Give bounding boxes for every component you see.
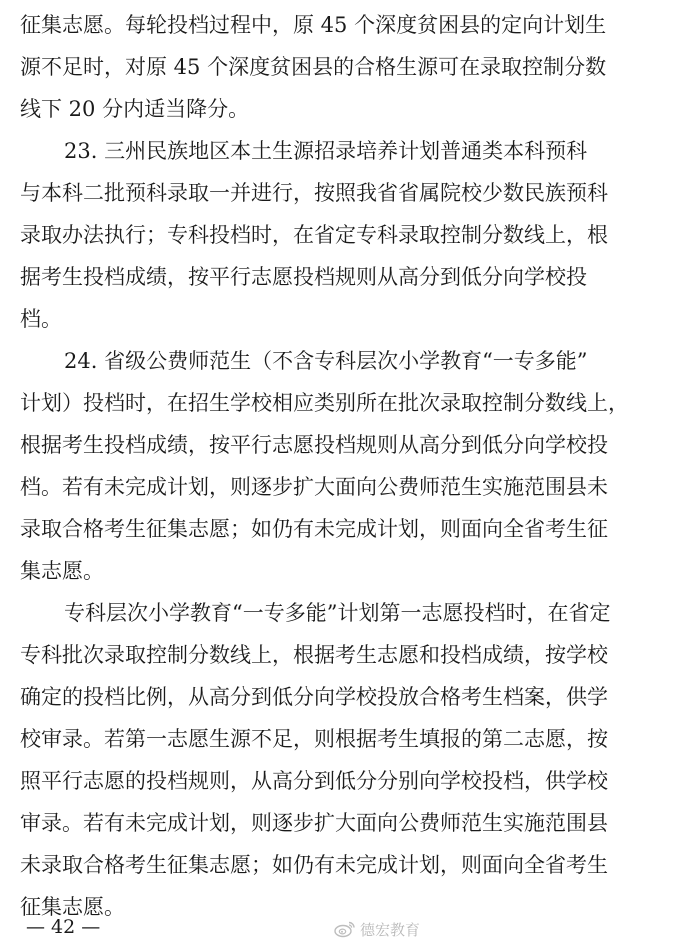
text-line: 档。 xyxy=(20,307,62,331)
text-line: 源不足时，对原 45 个深度贫困县的合格生源可在录取控制分数 xyxy=(20,55,607,79)
text-line: 未录取合格考生征集志愿；如仍有未完成计划，则面向全省考生 xyxy=(20,853,608,877)
text-line: 校审录。若第一志愿生源不足，则根据考生填报的第二志愿，按 xyxy=(20,727,608,751)
text-line: 根据考生投档成绩，按平行志愿投档规则从高分到低分向学校投 xyxy=(20,433,608,457)
text-line: 档。若有未完成计划，则逐步扩大面向公费师范生实施范围县未 xyxy=(20,475,608,499)
document-body xyxy=(20,4,638,928)
text-line: 专科批次录取控制分数线上，根据考生志愿和投档成绩，按学校 xyxy=(20,643,608,667)
text-line: 确定的投档比例，从高分到低分向学校投放合格考生档案，供学 xyxy=(20,685,608,709)
text-line: 征集志愿。每轮投档过程中，原 45 个深度贫困县的定向计划生 xyxy=(20,13,607,37)
text-line: 计划）投档时，在招生学校相应类别所在批次录取控制分数线上， xyxy=(20,391,629,415)
text-line: 与本科二批预科录取一并进行，按照我省省属院校少数民族预科 xyxy=(20,181,608,205)
text-line: 审录。若有未完成计划，则逐步扩大面向公费师范生实施范围县 xyxy=(20,811,608,835)
text-line: 征集志愿。 xyxy=(20,895,125,919)
text-line: 23. 三州民族地区本土生源招录培养计划普通类本科预科 xyxy=(64,139,588,163)
text-line: 照平行志愿的投档规则，从高分到低分分别向学校投档，供学校 xyxy=(20,769,608,793)
watermark xyxy=(334,918,420,940)
text-line: 录取合格考生征集志愿；如仍有未完成计划，则面向全省考生征 xyxy=(20,517,608,541)
text-line: 集志愿。 xyxy=(20,559,104,583)
text-line: 24. 省级公费师范生（不含专科层次小学教育“一专多能” xyxy=(64,349,588,373)
text-line: 录取办法执行；专科投档时，在省定专科录取控制分数线上，根 xyxy=(20,223,608,247)
watermark-text: 德宏教育 xyxy=(360,920,421,939)
page-number: — 42 — xyxy=(26,916,101,938)
text-line: 线下 20 分内适当降分。 xyxy=(20,97,250,121)
weibo-icon xyxy=(334,920,356,938)
text-line: 据考生投档成绩，按平行志愿投档规则从高分到低分向学校投 xyxy=(20,265,587,289)
text-line: 专科层次小学教育“一专多能”计划第一志愿投档时，在省定 xyxy=(64,601,611,625)
